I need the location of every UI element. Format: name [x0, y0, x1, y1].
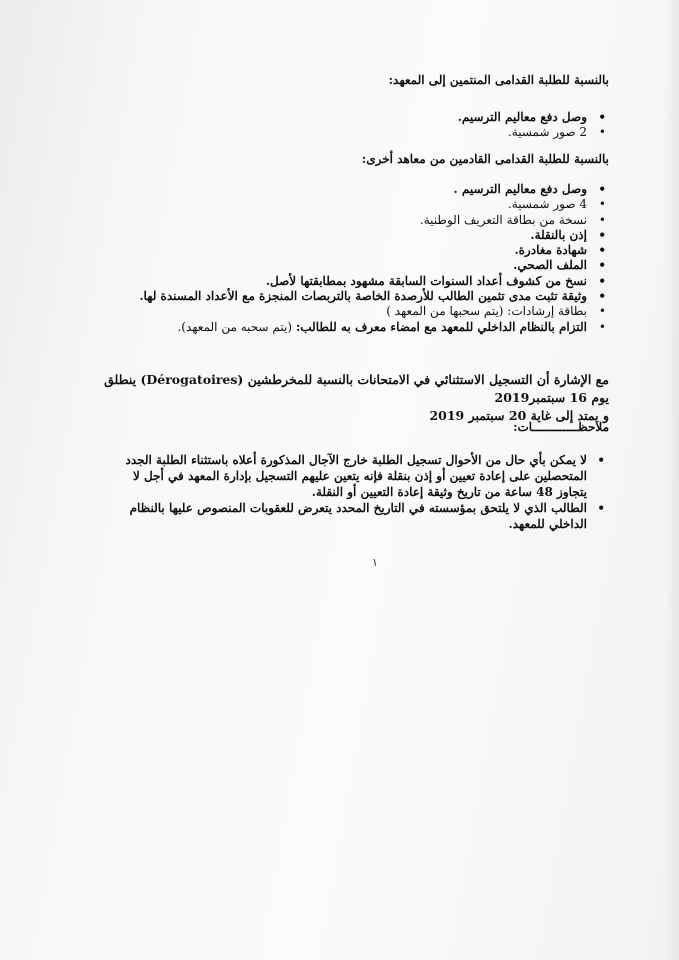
heading-old-students-same-institute: بالنسبة للطلبة القدامى المنتمين إلى المعهد: — [388, 73, 609, 87]
list-item: • نسخ من كشوف أعداد السنوات السابقة مشهود بمطابقتها لأصل. — [139, 274, 609, 289]
internal-rules-note: (يتم سحبه من المعهد). — [177, 319, 293, 334]
internal-rules-label: التزام بالنظام الداخلي للمعهد مع امضاء معرف به للطالب: — [295, 319, 587, 334]
list-item: • إذن بالنقلة. — [139, 228, 609, 243]
list-item: • وصل دفع معاليم الترسيم. — [458, 110, 609, 125]
heading-old-students-other-institutes: بالنسبة للطلبة القدامى القادمين من معاهد أخرى: — [361, 152, 609, 166]
list-item: • 4 صور شمسية. — [139, 197, 609, 212]
list-item-internal-rules — [139, 320, 609, 335]
page-number: ١ — [372, 556, 378, 569]
list-item: • شهادة مغادرة. — [139, 243, 609, 258]
list-old-students-same-institute — [458, 110, 609, 141]
notes-list — [100, 452, 609, 532]
list-item: • نسخة من بطاقة التعريف الوطنية. — [139, 213, 609, 228]
notice-line-2: و يمتد إلى غاية 20 سبتمبر 2019 — [429, 408, 609, 423]
note-item: • الطالب الذي لا يلتحق بمؤسسته في التاريخ المحدد يتعرض للعقوبات المنصوص عليها بالنظام الداخلي للمعهد. — [100, 500, 609, 532]
list-item: • 2 صور شمسية. — [458, 125, 609, 140]
list-item: • بطاقة إرشادات: (يتم سحبها من المعهد ) — [139, 304, 609, 319]
list-item: • وصل دفع معاليم الترسيم . — [139, 182, 609, 197]
list-old-students-other-institutes — [139, 182, 609, 335]
list-item: • الملف الصحي. — [139, 258, 609, 273]
notes-title: ملاحظـــــــــــــات: — [513, 420, 609, 434]
notice-line-1: مع الإشارة أن التسجيل الاستثنائي في الامتحانات بالنسبة للمخرطشين (Dérogatoires) ينطلق يوم 16 سبتمبر2019 — [104, 372, 609, 405]
exceptional-registration-notice — [98, 371, 609, 425]
note-item: • لا يمكن بأي حال من الأحوال تسجيل الطلبة خارج الآجال المذكورة أعلاه باستثناء الطلبة الجدد المتحصلين على إعادة تعيين أو إذن بنقلة فإنه يتعين عليهم التسجيل بإدارة المعهد في أجل لا يتجاوز 48 ساعة من تاريخ وثيقة إعادة التعيين أو النقلة. — [100, 452, 609, 500]
list-item: • وثيقة تثبت مدى تثمين الطالب للأرصدة الخاصة بالتربصات المنجزة مع الأعداد المسندة لها. — [139, 289, 609, 304]
